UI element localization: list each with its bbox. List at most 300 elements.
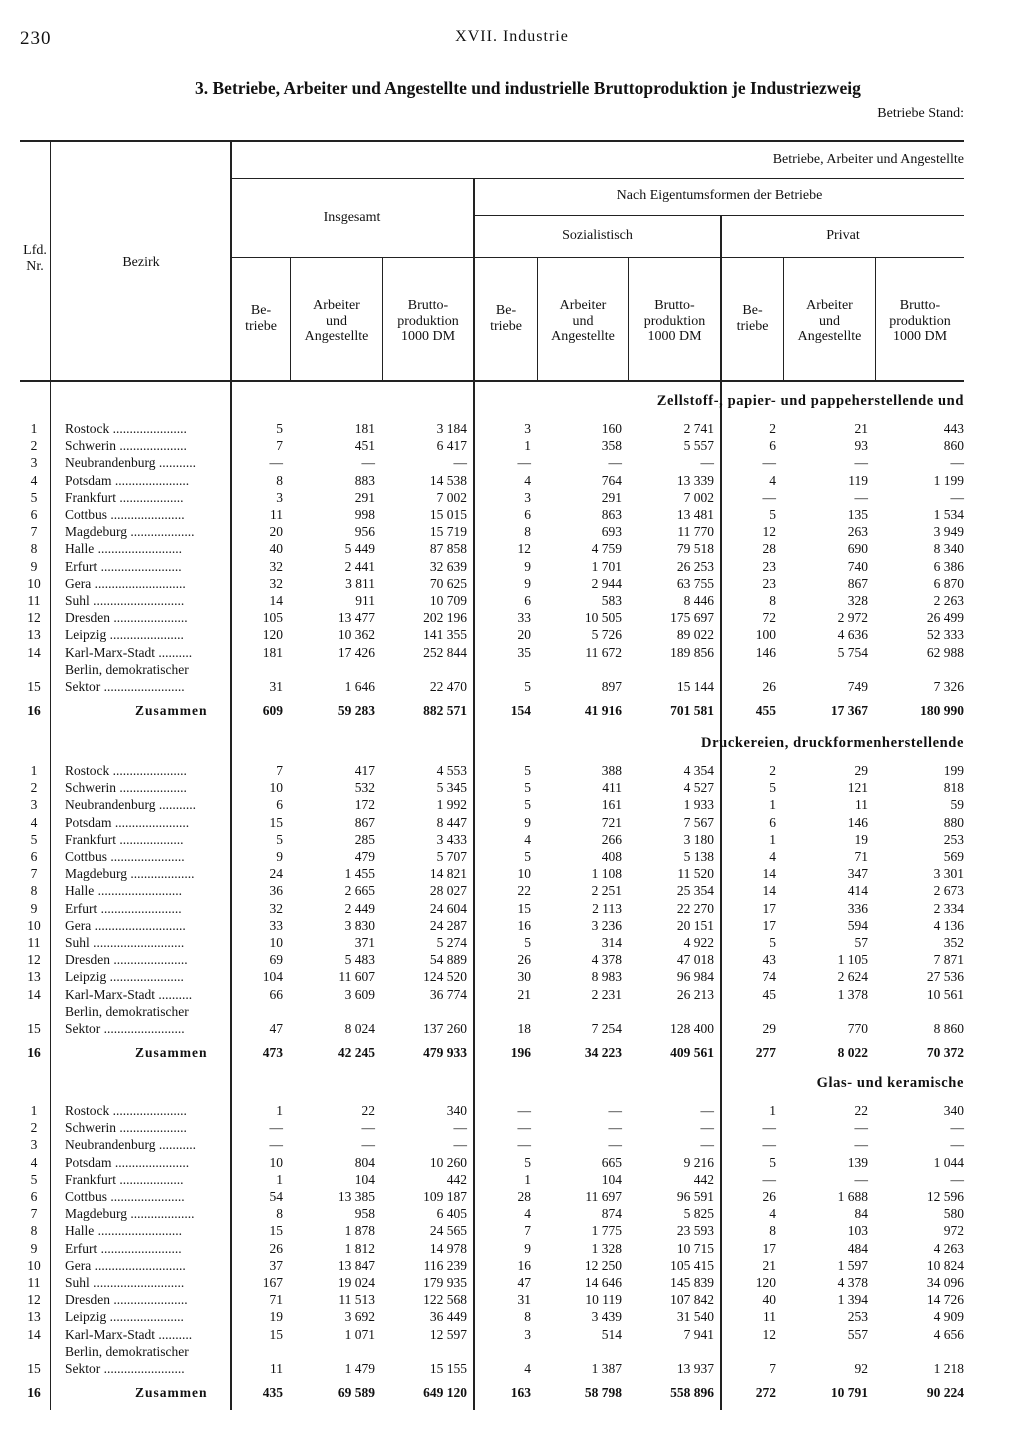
cell-value: — [950, 1120, 964, 1136]
cell-value: 1 [769, 1103, 776, 1118]
row-number: 10 [27, 1257, 41, 1273]
cell-value: 11 672 [585, 644, 622, 660]
table-row [20, 523, 964, 540]
cell-value: — [269, 1120, 283, 1136]
cell-value: 10 [269, 780, 283, 796]
total-row [20, 702, 964, 719]
cell-value: 5 825 [683, 1206, 714, 1222]
cell-value: 10 [517, 866, 531, 882]
header-lfd-nr: Lfd. Nr. [23, 243, 47, 274]
cell-value: 35 [517, 644, 531, 660]
cell-value: 1 [524, 438, 531, 454]
table-row [20, 1257, 964, 1274]
cell-value: 145 839 [670, 1275, 714, 1290]
table-row [20, 420, 964, 437]
table-row [20, 1188, 964, 1205]
table-row [20, 968, 964, 985]
bezirk-name: Sektor ........................ [65, 1361, 185, 1376]
cell-value: 371 [354, 935, 375, 950]
cell-value: 649 120 [423, 1385, 467, 1401]
row-number: 5 [30, 1171, 38, 1187]
header-rule-3 [232, 257, 964, 258]
cell-value: 5 [524, 935, 531, 950]
cell-value: — [700, 1120, 714, 1136]
cell-value: 36 449 [429, 1309, 467, 1325]
bezirk-name: Halle ......................... [65, 883, 182, 899]
cell-value: 609 [262, 703, 283, 719]
table-row [20, 934, 964, 951]
cell-value: 253 [943, 831, 964, 847]
cell-value: 105 [262, 610, 283, 626]
table-row [20, 558, 964, 575]
row-number: 13 [27, 627, 41, 643]
cell-value: 20 [517, 627, 531, 643]
cell-value: 22 [361, 1103, 375, 1118]
cell-value: 4 [524, 1361, 531, 1376]
cell-value: 14 538 [429, 472, 467, 488]
cell-value: 3 830 [344, 917, 375, 933]
table-row [20, 592, 964, 609]
cell-value: 479 933 [423, 1045, 467, 1061]
cell-value: 71 [854, 849, 868, 864]
header-brutto: Brutto- produktion 1000 DM [397, 298, 459, 344]
total-row [20, 1044, 964, 1061]
cell-value: 175 697 [670, 610, 714, 626]
cell-value: 10 [269, 935, 283, 950]
cell-value: 107 842 [670, 1292, 714, 1308]
row-number: 16 [27, 1385, 41, 1401]
cell-value: 19 024 [337, 1275, 375, 1290]
cell-value: 5 345 [436, 780, 467, 796]
cell-value: 4 [524, 472, 531, 488]
table-row [20, 1154, 964, 1171]
cell-value: 79 518 [676, 541, 714, 557]
cell-value: 266 [601, 831, 622, 847]
table-row [20, 951, 964, 968]
cell-value: 34 223 [584, 1045, 622, 1061]
cell-value: 2 251 [591, 883, 622, 899]
cell-value: 4 553 [436, 763, 467, 778]
bezirk-name: Frankfurt ................... [65, 831, 184, 847]
cell-value: 119 [848, 472, 868, 488]
cell-value: 867 [847, 575, 868, 591]
cell-value: 26 [269, 1240, 283, 1256]
bezirk-name: Sektor ........................ [65, 1021, 185, 1036]
cell-value: 2 673 [933, 883, 964, 899]
table-row [20, 814, 964, 831]
cell-value: 2 944 [591, 575, 622, 591]
cell-value: 100 [755, 627, 776, 643]
cell-value: 5 483 [344, 952, 375, 968]
cell-value: 69 589 [337, 1385, 375, 1401]
row-number: 5 [30, 489, 38, 505]
cell-value: 358 [601, 438, 622, 454]
row-number: 3 [30, 797, 38, 813]
cell-value: 3 184 [436, 421, 467, 436]
cell-value: 7 [276, 438, 283, 454]
cell-value: 11 [270, 1361, 283, 1376]
cell-value: 770 [847, 1021, 868, 1036]
cell-value: 285 [354, 831, 375, 847]
row-number: 10 [27, 575, 41, 591]
table-row [20, 609, 964, 626]
cell-value: 146 [847, 814, 868, 830]
cell-value: 253 [847, 1309, 868, 1325]
cell-value: 749 [847, 679, 868, 694]
bezirk-name: Erfurt ........................ [65, 900, 182, 916]
cell-value: 3 [276, 489, 283, 505]
header-bottom-rule [20, 380, 964, 382]
table-row [20, 1326, 964, 1343]
cell-value: 4 [769, 849, 776, 864]
bezirk-name-line: Berlin, demokratischer [65, 1343, 189, 1359]
bezirk-name: Halle ......................... [65, 541, 182, 557]
cell-value: 4 263 [933, 1240, 964, 1256]
cell-value: 972 [943, 1223, 964, 1239]
table-row [20, 986, 964, 1003]
statistics-table [20, 140, 964, 1410]
cell-value: 2 741 [683, 421, 714, 436]
cell-value: 11 [855, 797, 868, 813]
cell-value: 13 937 [676, 1361, 714, 1376]
cell-value: 24 565 [429, 1223, 467, 1239]
cell-value: 9 [524, 575, 531, 591]
bezirk-name: Zusammen [135, 703, 208, 719]
header-top: Betriebe, Arbeiter und Angestellte [772, 152, 964, 167]
table-row [20, 1102, 964, 1119]
cell-value: 163 [510, 1385, 531, 1401]
cell-value: 120 [262, 627, 283, 643]
cell-value: 21 [517, 986, 531, 1002]
cell-value: 408 [601, 849, 622, 864]
bezirk-name-line: Berlin, demokratischer [65, 661, 189, 677]
cell-value: 883 [354, 472, 375, 488]
bezirk-name: Leipzig ...................... [65, 969, 184, 985]
cell-value: — [269, 455, 283, 471]
row-number: 4 [30, 1154, 38, 1170]
header-betriebe: Be- triebe [736, 303, 769, 334]
cell-value: 135 [847, 507, 868, 522]
cell-value: 2 665 [344, 883, 375, 899]
cell-value: — [517, 1103, 531, 1118]
header-sozialistisch: Sozialistisch [562, 228, 633, 243]
bezirk-name: Karl-Marx-Stadt .......... [65, 1326, 193, 1342]
row-number: 6 [30, 849, 38, 864]
table-row [20, 540, 964, 557]
cell-value: 154 [510, 703, 531, 719]
row-number: 13 [27, 969, 41, 985]
section-title: Druckereien, druckformenherstellende [701, 735, 964, 751]
stand-note: Betriebe Stand: [877, 106, 964, 121]
cell-value: 3 433 [436, 831, 467, 847]
cell-value: 12 [517, 541, 531, 557]
cell-value: — [854, 1171, 868, 1187]
cell-value: 16 [517, 917, 531, 933]
cell-value: 4 656 [933, 1326, 964, 1342]
cell-value: 14 646 [584, 1275, 622, 1290]
header-bezirk: Bezirk [122, 255, 160, 270]
cell-value: 417 [354, 763, 375, 778]
cell-value: 8 [769, 593, 776, 608]
table-row [20, 1308, 964, 1325]
cell-value: 7 567 [683, 814, 714, 830]
cell-value: 124 520 [423, 969, 467, 985]
table-row [20, 489, 964, 506]
row-number: 7 [30, 1206, 38, 1222]
cell-value: 202 196 [423, 610, 467, 626]
cell-value: 26 [762, 679, 776, 694]
cell-value: 3 [524, 421, 531, 436]
cell-value: 863 [601, 507, 622, 522]
cell-value: 6 [524, 507, 531, 522]
cell-value: 804 [354, 1154, 375, 1170]
cell-value: 911 [355, 593, 375, 608]
cell-value: 5 [769, 507, 776, 522]
cell-value: 17 426 [337, 644, 375, 660]
table-row [20, 1291, 964, 1308]
cell-value: 5 [769, 780, 776, 796]
cell-value: 47 [269, 1021, 283, 1036]
cell-value: 15 155 [429, 1361, 467, 1376]
cell-value: 5 [769, 935, 776, 950]
cell-value: 5 [524, 849, 531, 864]
cell-value: 6 [276, 797, 283, 813]
cell-value: 818 [943, 780, 964, 796]
cell-value: 1 [276, 1171, 283, 1187]
cell-value: 10 260 [429, 1154, 467, 1170]
cell-value: 26 [517, 952, 531, 968]
cell-value: 7 [276, 763, 283, 778]
cell-value: 26 213 [676, 986, 714, 1002]
cell-value: — [517, 1120, 531, 1136]
cell-value: 411 [602, 780, 622, 796]
cell-value: 2 113 [592, 900, 622, 916]
cell-value: 128 400 [670, 1021, 714, 1036]
cell-value: 1 701 [591, 558, 622, 574]
cell-value: 109 187 [423, 1189, 467, 1204]
cell-value: 9 216 [683, 1154, 714, 1170]
cell-value: 4 636 [837, 627, 868, 643]
cell-value: 12 [762, 1326, 776, 1342]
cell-value: 103 [847, 1223, 868, 1239]
cell-value: 24 287 [429, 917, 467, 933]
cell-value: 874 [601, 1206, 622, 1222]
cell-value: 120 [755, 1275, 776, 1290]
cell-value: 69 [269, 952, 283, 968]
cell-value: 2 [769, 763, 776, 778]
cell-value: 181 [262, 644, 283, 660]
cell-value: 352 [943, 935, 964, 950]
cell-value: 31 540 [676, 1309, 714, 1325]
cell-value: 13 477 [337, 610, 375, 626]
header-brutto: Brutto- produktion 1000 DM [889, 298, 951, 344]
bezirk-name: Schwerin .................... [65, 438, 187, 454]
cell-value: 1 [769, 831, 776, 847]
cell-value: 860 [943, 438, 964, 454]
cell-value: 15 719 [429, 524, 467, 540]
cell-value: 90 224 [926, 1385, 964, 1401]
cell-value: 3 [524, 489, 531, 505]
table-row [20, 1119, 964, 1136]
cell-value: 690 [847, 541, 868, 557]
cell-value: 958 [354, 1206, 375, 1222]
row-number: 1 [30, 421, 38, 436]
cell-value: 435 [262, 1385, 283, 1401]
cell-value: 14 [762, 883, 776, 899]
cell-value: — [700, 455, 714, 471]
cell-value: — [854, 455, 868, 471]
cell-value: 96 984 [676, 969, 714, 985]
cell-value: — [608, 1103, 622, 1118]
cell-value: 6 870 [933, 575, 964, 591]
cell-value: 17 [762, 1240, 776, 1256]
cell-value: 484 [847, 1240, 868, 1256]
cell-value: 388 [601, 763, 622, 778]
cell-value: 32 [269, 575, 283, 591]
cell-value: 104 [262, 969, 283, 985]
cell-value: 5 [276, 831, 283, 847]
cell-value: 10 715 [676, 1240, 714, 1256]
row-number: 3 [30, 1137, 38, 1153]
bezirk-name: Karl-Marx-Stadt .......... [65, 986, 193, 1002]
cell-value: 514 [601, 1326, 622, 1342]
cell-value: 1 534 [933, 507, 964, 522]
cell-value: 451 [354, 438, 375, 454]
bezirk-name: Karl-Marx-Stadt .......... [65, 644, 193, 660]
bezirk-name: Gera ........................... [65, 917, 186, 933]
cell-value: 10 824 [926, 1257, 964, 1273]
cell-value: 47 [517, 1275, 531, 1290]
row-number: 12 [27, 610, 41, 626]
cell-value: 116 239 [423, 1257, 467, 1273]
cell-value: 10 791 [830, 1385, 868, 1401]
cell-value: 1 646 [344, 679, 375, 694]
cell-value: 54 [269, 1189, 283, 1204]
cell-value: — [762, 1171, 776, 1187]
cell-value: 443 [943, 421, 964, 436]
bezirk-name: Erfurt ........................ [65, 1240, 182, 1256]
row-number: 2 [30, 438, 38, 454]
cell-value: 160 [601, 421, 622, 436]
cell-value: — [453, 1137, 467, 1153]
row-number: 11 [27, 935, 41, 950]
cell-value: 104 [354, 1171, 375, 1187]
cell-value: — [762, 455, 776, 471]
cell-value: 347 [847, 866, 868, 882]
table-row [20, 678, 964, 695]
table-row [20, 779, 964, 796]
cell-value: — [950, 455, 964, 471]
cell-value: 54 889 [429, 952, 467, 968]
header-eigentum: Nach Eigentumsformen der Betriebe [616, 188, 823, 203]
cell-value: 740 [847, 558, 868, 574]
cell-value: 4 136 [933, 917, 964, 933]
cell-value: 30 [517, 969, 531, 985]
bezirk-name: Rostock ...................... [65, 421, 187, 436]
cell-value: 74 [762, 969, 776, 985]
cell-value: 479 [354, 849, 375, 864]
cell-value: 70 372 [926, 1045, 964, 1061]
table-row [20, 1205, 964, 1222]
bezirk-name: Halle ......................... [65, 1223, 182, 1239]
cell-value: 8 446 [683, 593, 714, 608]
cell-value: 19 [269, 1309, 283, 1325]
cell-value: — [361, 455, 375, 471]
cell-value: 42 245 [337, 1045, 375, 1061]
cell-value: 5 [276, 421, 283, 436]
header-arbeiter: Arbeiter und Angestellte [797, 298, 862, 344]
cell-value: 569 [943, 849, 964, 864]
cell-value: 9 [276, 849, 283, 864]
cell-value: 137 260 [423, 1021, 467, 1036]
cell-value: 146 [755, 644, 776, 660]
row-number: 3 [30, 455, 38, 471]
cell-value: — [950, 489, 964, 505]
row-number: 2 [30, 1120, 38, 1136]
cell-value: 340 [446, 1103, 467, 1118]
cell-value: — [453, 455, 467, 471]
bezirk-name: Cottbus ...................... [65, 1189, 185, 1204]
bezirk-name: Potsdam ...................... [65, 472, 190, 488]
cell-value: 1 044 [933, 1154, 964, 1170]
cell-value: 2 449 [344, 900, 375, 916]
cell-value: 1 688 [837, 1189, 868, 1204]
cell-value: 1 878 [344, 1223, 375, 1239]
bezirk-name: Sektor ........................ [65, 679, 185, 694]
cell-value: 328 [847, 593, 868, 608]
cell-value: 31 [517, 1292, 531, 1308]
cell-value: 92 [854, 1361, 868, 1376]
cell-value: 96 591 [676, 1189, 714, 1204]
cell-value: 22 470 [429, 679, 467, 694]
cell-value: 13 481 [676, 507, 714, 522]
row-number: 6 [30, 507, 38, 522]
cell-value: 1 108 [591, 866, 622, 882]
bezirk-name: Frankfurt ................... [65, 489, 184, 505]
cell-value: 7 002 [436, 489, 467, 505]
bezirk-name: Magdeburg ................... [65, 1206, 195, 1222]
cell-value: 11 697 [585, 1189, 622, 1204]
cell-value: 5 [524, 1154, 531, 1170]
cell-value: 291 [601, 489, 622, 505]
cell-value: 6 386 [933, 558, 964, 574]
cell-value: — [950, 1137, 964, 1153]
table-row [20, 644, 964, 661]
bezirk-name: Frankfurt ................... [65, 1171, 184, 1187]
cell-value: 23 [762, 558, 776, 574]
cell-value: 10 119 [585, 1292, 622, 1308]
cell-value: 12 596 [926, 1189, 964, 1204]
bezirk-name: Cottbus ...................... [65, 849, 185, 864]
table-row [20, 575, 964, 592]
row-number: 13 [27, 1309, 41, 1325]
chapter-heading: XVII. Industrie [455, 28, 569, 45]
cell-value: 1 [276, 1103, 283, 1118]
cell-value: 23 [762, 575, 776, 591]
table-title: 3. Betriebe, Arbeiter und Angestellte und industrielle Bruttoproduktion je Industriezweig [195, 78, 861, 98]
table-row [20, 762, 964, 779]
cell-value: 1 479 [344, 1361, 375, 1376]
cell-value: 139 [847, 1154, 868, 1170]
cell-value: 3 811 [345, 575, 375, 591]
bezirk-name: Suhl ........................... [65, 935, 185, 950]
cell-value: 32 [269, 900, 283, 916]
cell-value: — [762, 1137, 776, 1153]
cell-value: 52 333 [926, 627, 964, 643]
table-row [20, 1136, 964, 1153]
cell-value: 8 [276, 1206, 283, 1222]
cell-value: 25 354 [676, 883, 714, 899]
